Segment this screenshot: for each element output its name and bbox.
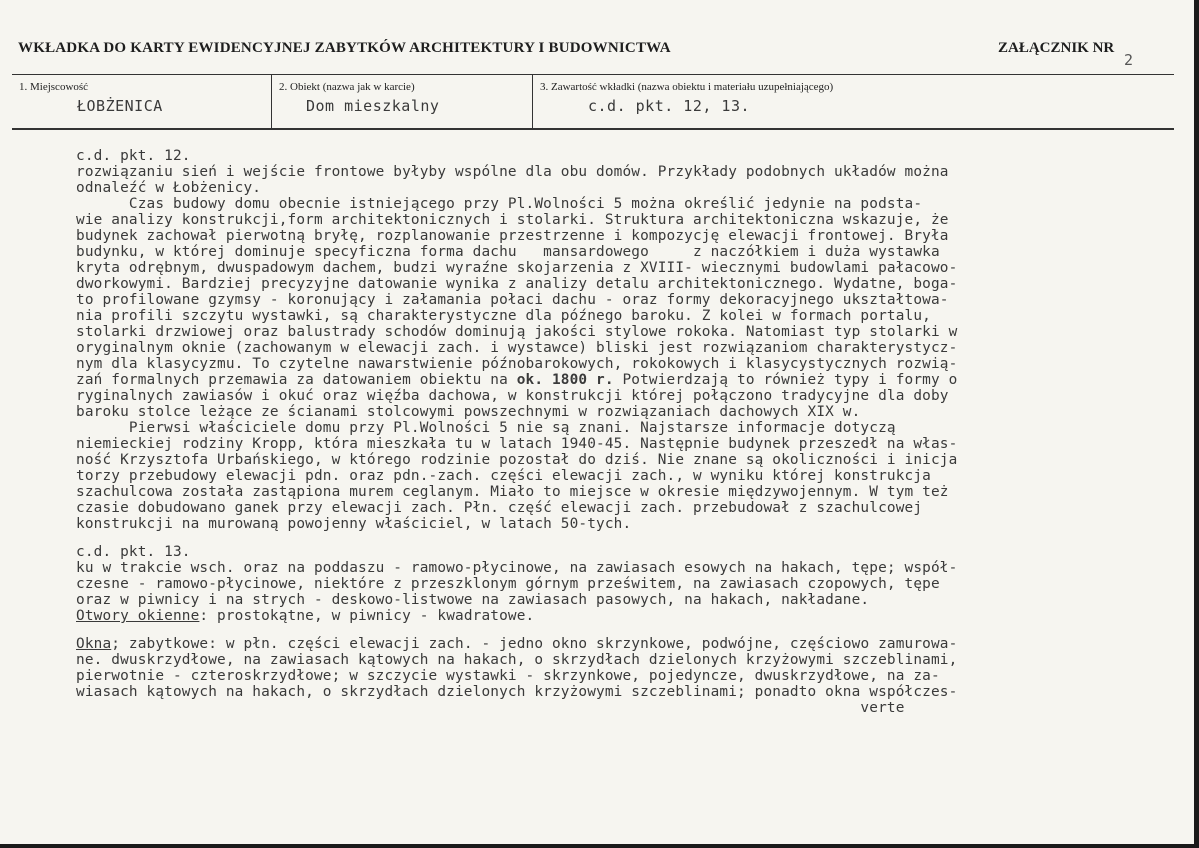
annex-number: 2 [1124,51,1134,69]
text-line: to profilowane gzymsy - koronujący i załamania połaci dachu - oraz formy dekoracyjnego ukształtowa- [76,292,949,308]
text-line: czasie dobudowano ganek przy elewacji zach. Płn. część elewacji zach. przebudował z szachulcowej [76,500,923,516]
contents-label: 3. Zawartość wkładki (nazwa obiektu i materiału uzupełniającego) [540,81,834,93]
text-line: wie analizy konstrukcji,form architektonicznych i stolarki. Struktura architektoniczna wskazuje, że [76,212,949,228]
text-line: oraz w piwnicy i na strych - deskowo-listwowe na zawiasach pasowych, na hakach, nakładane. [76,592,870,608]
annex-label: ZAŁĄCZNIK NR [998,40,1115,56]
verte-note: verte [76,700,905,716]
field-divider-1 [271,74,272,129]
locality-label: 1. Miejscowość [19,81,89,93]
contents-value: c.d. pkt. 12, 13. [588,97,751,115]
form-title: WKŁADKA DO KARTY EWIDENCYJNEJ ZABYTKÓW ARCHITEKTURY I BUDOWNICTWA [18,40,671,56]
section-heading-12: c.d. pkt. 12. [76,148,191,164]
text-line: nym dla klasycyzmu. To czytelne nawarstwienie późnobarokowych, rokokowych i klasycystycznych rozwią- [76,356,958,372]
text-line: ryginalnych zawiasów i okuć oraz więźba dachowa, w konstrukcji której połączono tradycyjne dla doby [76,388,949,404]
text-line: szachulcowa została zastąpiona murem ceglanym. Miało to miejsce w okresie międzywojennym. W tym też [76,484,949,500]
text-line: dworkowymi. Bardziej precyzyjne datowanie wynika z analizy detalu architektonicznego. Wydatne, boga- [76,276,958,292]
text-line: budynek zachował pierwotną bryłę, rozplanowanie przestrzenne i kompozycję elewacji frontowej. Bryła [76,228,949,244]
windows-heading: Okna [76,636,112,652]
text-line: wiasach kątowych na hakach, o skrzydłach dzielonych krzyżowymi szczeblinami; ponadto okna współczes- [76,684,958,700]
text-line: ku w trakcie wsch. oraz na poddaszu - ramowo-płycinowe, na zawiasach esowych na hakach, tępe; współ- [76,560,958,576]
text-line: ność Krzysztofa Urbańskiego, w którego rodzinie pozostał do dziś. Nie znane są okoliczności i inicja [76,452,958,468]
typed-body-text [76,148,1116,716]
header-rule-bottom [12,128,1174,130]
text-line: stolarki drzwiowej oraz balustrady schodów dominują jakości stylowe rokoka. Natomiast typ stolarki w [76,324,958,340]
text-line: Czas budowy domu obecnie istniejącego przy Pl.Wolności 5 można określić jedynie na podsta- [76,196,923,212]
section-heading-13: c.d. pkt. 13. [76,544,191,560]
text-line: oryginalnym oknie (zachowanym w elewacji zach. i wystawce) bliski jest rozwiązaniom charakterystycz- [76,340,958,356]
object-value: Dom mieszkalny [306,97,440,115]
scan-edge-right [1194,0,1199,848]
text-fragment: Potwierdzają to również typy i formy o [613,372,958,388]
text-line: odnaleźć w Łobżenicy. [76,180,262,196]
text-line: baroku stolce leżące ze ścianami stolcowymi powszechnymi w rozwiązaniach dachowych XIX w. [76,404,861,420]
object-label: 2. Obiekt (nazwa jak w karcie) [279,81,415,93]
text-line: ne. dwuskrzydłowe, na zawiasach kątowych na hakach, o skrzydłach dzielonych krzyżowymi szczeblinami, [76,652,958,668]
text-fragment: zań formalnych przemawia za datowaniem obiektu na [76,372,517,388]
text-line: torzy przebudowy elewacji pdn. oraz pdn.-zach. części elewacji zach., w wyniku której konstrukcja [76,468,931,484]
text-line: kryta odrębnym, dwuspadowym dachem, budzi wyraźne skojarzenia z XVIII- wiecznymi budowlami pałacowo- [76,260,958,276]
text-line: budynku, w której dominuje specyficzna forma dachu mansardowego z naczółkiem i duża wystawka [76,244,940,260]
field-divider-2 [532,74,533,129]
text-line: Pierwsi właściciele domu przy Pl.Wolności 5 nie są znani. Najstarsze informacje dotyczą [76,420,896,436]
openings-heading: Otwory okienne [76,608,200,624]
scan-edge-bottom [0,844,1199,848]
text-fragment: : prostokątne, w piwnicy - kwadratowe. [199,608,535,624]
section-gap [76,532,1116,544]
dating-emphasis: ok. 1800 r. [516,372,614,388]
text-line-windows-openings [76,608,1116,624]
text-line-windows [76,636,1116,652]
section-gap [76,624,1116,636]
text-line: pierwotnie - czteroskrzydłowe; w szczycie wystawki - skrzynkowe, pojedyncze, dwuskrzydłowe, na za- [76,668,940,684]
text-line: niemieckiej rodziny Kropp, która mieszkała tu w latach 1940-45. Następnie budynek przeszedł na włas- [76,436,958,452]
text-line: rozwiązaniu sień i wejście frontowe byłyby wspólne dla obu domów. Przykłady podobnych układów można [76,164,949,180]
text-line: nia profili szczytu wystawki, są charakterystyczne dla późnego baroku. Z kolei w formach portalu, [76,308,931,324]
header-rule-top [12,74,1174,75]
locality-value: ŁOBŻENICA [77,97,163,115]
text-fragment: ; zabytkowe: w płn. części elewacji zach. - jedno okno skrzynkowe, podwójne, częściowo zamurowa- [111,636,958,652]
text-line: konstrukcji na murowaną powojenny właściciel, w latach 50-tych. [76,516,632,532]
text-line: czesne - ramowo-płycinowe, niektóre z przeszklonym górnym prześwitem, na zawiasach czopowych, tępe [76,576,940,592]
text-line-dating [76,372,1116,388]
